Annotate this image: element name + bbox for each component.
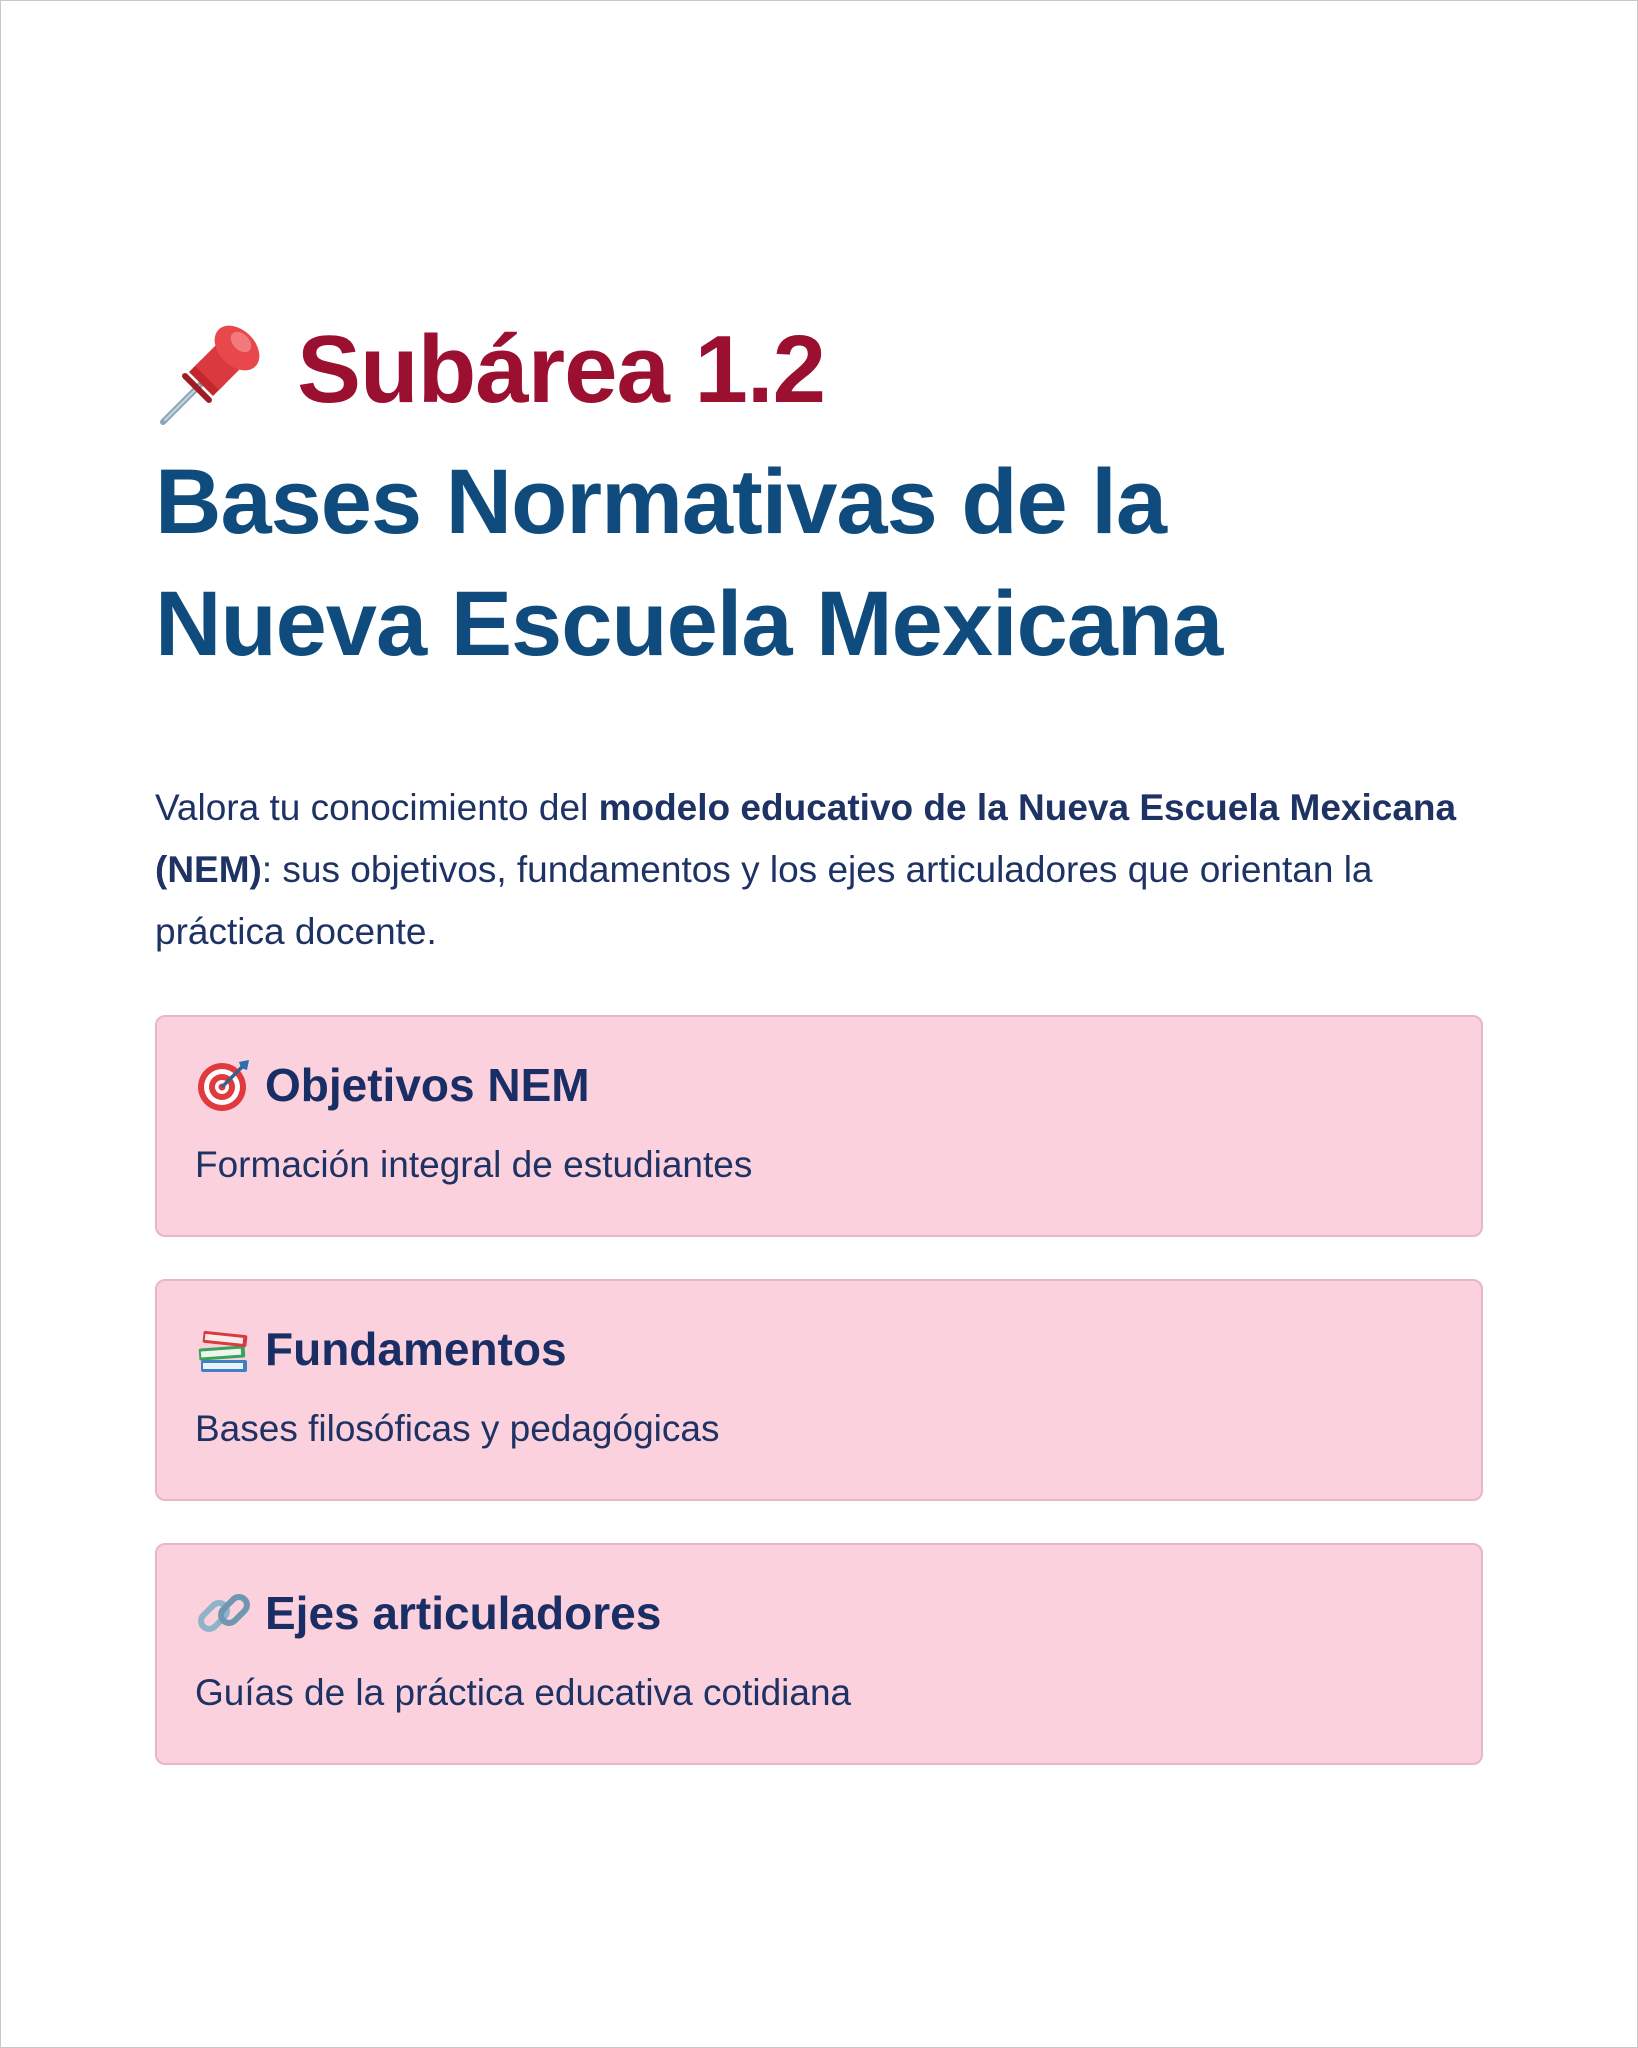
card-header: [195, 1581, 1481, 1645]
card-description: Bases filosóficas y pedagógicas: [195, 1408, 720, 1449]
card-ejes: [155, 1543, 1483, 1765]
page-title: [155, 441, 1485, 685]
card-description: Formación integral de estudiantes: [195, 1144, 753, 1185]
page-title-line-2: Nueva Escuela Mexicana: [155, 573, 1223, 675]
link-icon: [195, 1584, 253, 1642]
card-objetivos: [155, 1015, 1483, 1237]
intro-bold: modelo educativo de la Nueva Escuela Mexicana (NEM): [155, 787, 1457, 890]
card-title: Objetivos NEM: [265, 1059, 590, 1111]
subarea-label: Subárea 1.2: [297, 316, 825, 423]
intro-paragraph: [155, 777, 1485, 963]
topic-cards: [155, 1015, 1485, 1765]
books-icon: [195, 1320, 253, 1378]
page-content: [155, 305, 1485, 1807]
card-description: Guías de la práctica educativa cotidiana: [195, 1672, 852, 1713]
card-title: Ejes articuladores: [265, 1587, 662, 1639]
intro-part-1: Valora tu conocimiento del: [155, 787, 599, 828]
target-icon: [195, 1056, 253, 1114]
subarea-heading: [155, 305, 1485, 435]
card-header: [195, 1317, 1481, 1381]
pushpin-icon: [155, 310, 275, 430]
card-title: Fundamentos: [265, 1323, 567, 1375]
page-title-line-1: Bases Normativas de la: [155, 451, 1166, 553]
intro-part-2: : sus objetivos, fundamentos y los ejes articuladores que orientan la práctica docente.: [155, 849, 1373, 952]
card-fundamentos: [155, 1279, 1483, 1501]
card-header: [195, 1053, 1481, 1117]
